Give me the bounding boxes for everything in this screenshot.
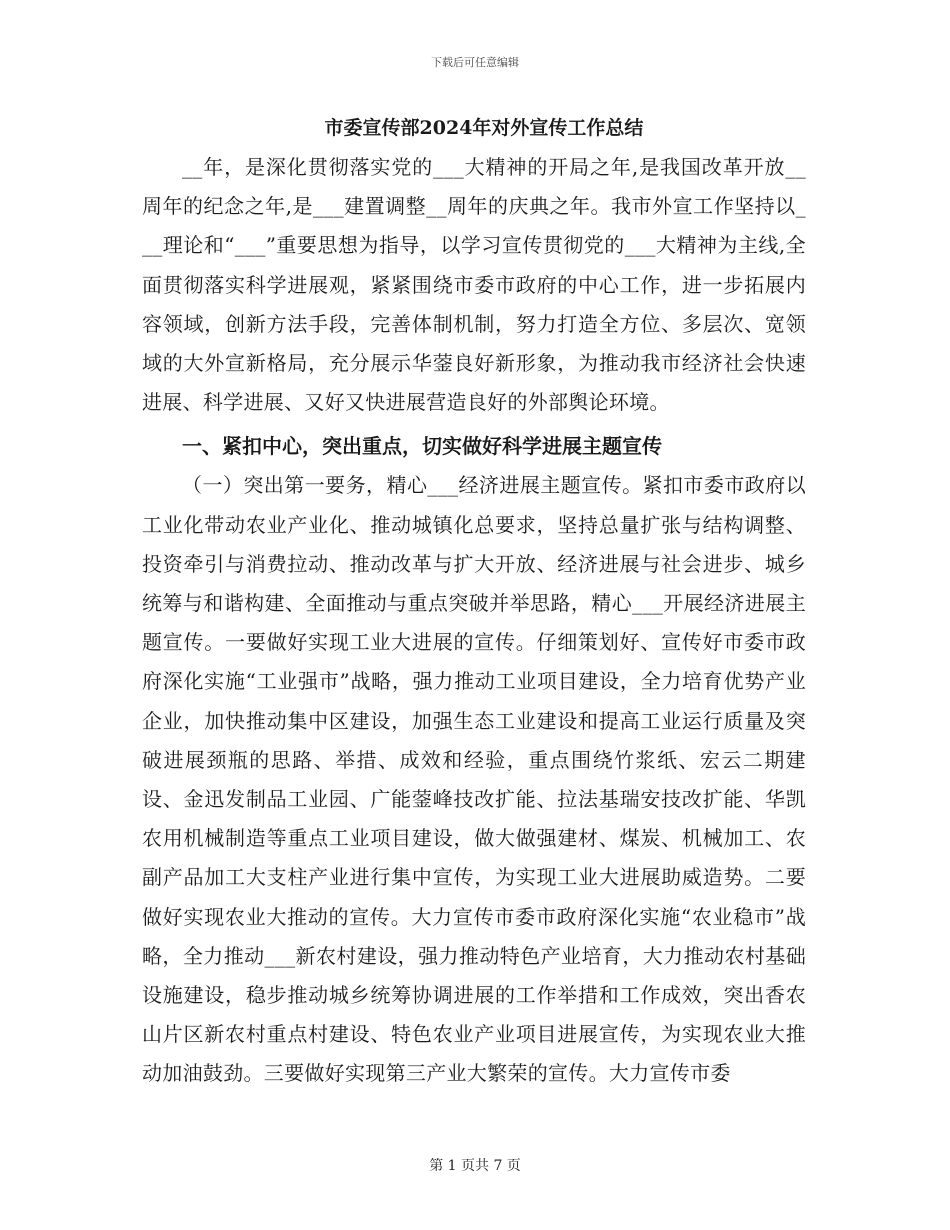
document-title: 市委宣传部2024年对外宣传工作总结 (324, 117, 644, 139)
intro-paragraph: __年，是深化贯彻落实党的___大精神的开局之年,是我国改革开放__周年的纪念之年,是___建置调整__周年的庆典之年。我市外宣工作坚持以___理论和“___”重要思想为指导，以学习宣传贯彻党的___大精神为主线,全面贯彻落实科学进展观，紧紧围绕市委市政府的中心工作，进一步拓展内容领域，创新方法手段，完善体制机制，努力打造全方位、多层次、宽领域的大外宣新格局，充分展示华蓥良好新形象，为推动我市经济社会快速进展、科学进展、又好又快进展营造良好的外部舆论环境。 (142, 155, 806, 415)
header-note: 下载后可任意编辑 (431, 56, 519, 69)
section-1-heading: 一、紧扣中心，突出重点，切实做好科学进展主题宣传 (182, 434, 662, 459)
section-1-paragraph: （一）突出第一要务，精心___经济进展主题宣传。紧扣市委市政府以工业化带动农业产业化、推动城镇化总要求，坚持总量扩张与结构调整、投资牵引与消费拉动、推动改革与扩大开放、经济进展与社会进步、城乡统筹与和谐构建、全面推动与重点突破并举思路，精心___开展经济进展主题宣传。一要做好实现工业大进展的宣传。仔细策划好、宣传好市委市政府深化实施“工业强市”战略，强力推动工业项目建设，全力培育优势产业企业，加快推动集中区建设，加强生态工业建设和提高工业运行质量及突破进展颈瓶的思路、举措、成效和经验，重点围绕竹浆纸、宏云二期建设、金迅发制品工业园、广能蓥峰技改扩能、拉法基瑞安技改扩能、华凯农用机械制造等重点工业项目建设，做大做强建材、煤炭、机械加工、农副产品加工大支柱产业进行集中宣传，为实现工业大进展助威造势。二要做好实现农业大推动的宣传。大力宣传市委市政府深化实施“农业稳市”战略，全力推动___新农村建设，强力推动特色产业培育，大力推动农村基础设施建设，稳步推动城乡统筹协调进展的工作举措和工作成效，突出香农山片区新农村重点村建设、特色农业产业项目进展宣传，为实现农业大推动加油鼓劲。三要做好实现第三产业大繁荣的宣传。大力宣传市委 (142, 473, 806, 1086)
page-number-footer: 第 1 页共 7 页 (429, 1158, 521, 1174)
document-body (142, 112, 806, 1094)
